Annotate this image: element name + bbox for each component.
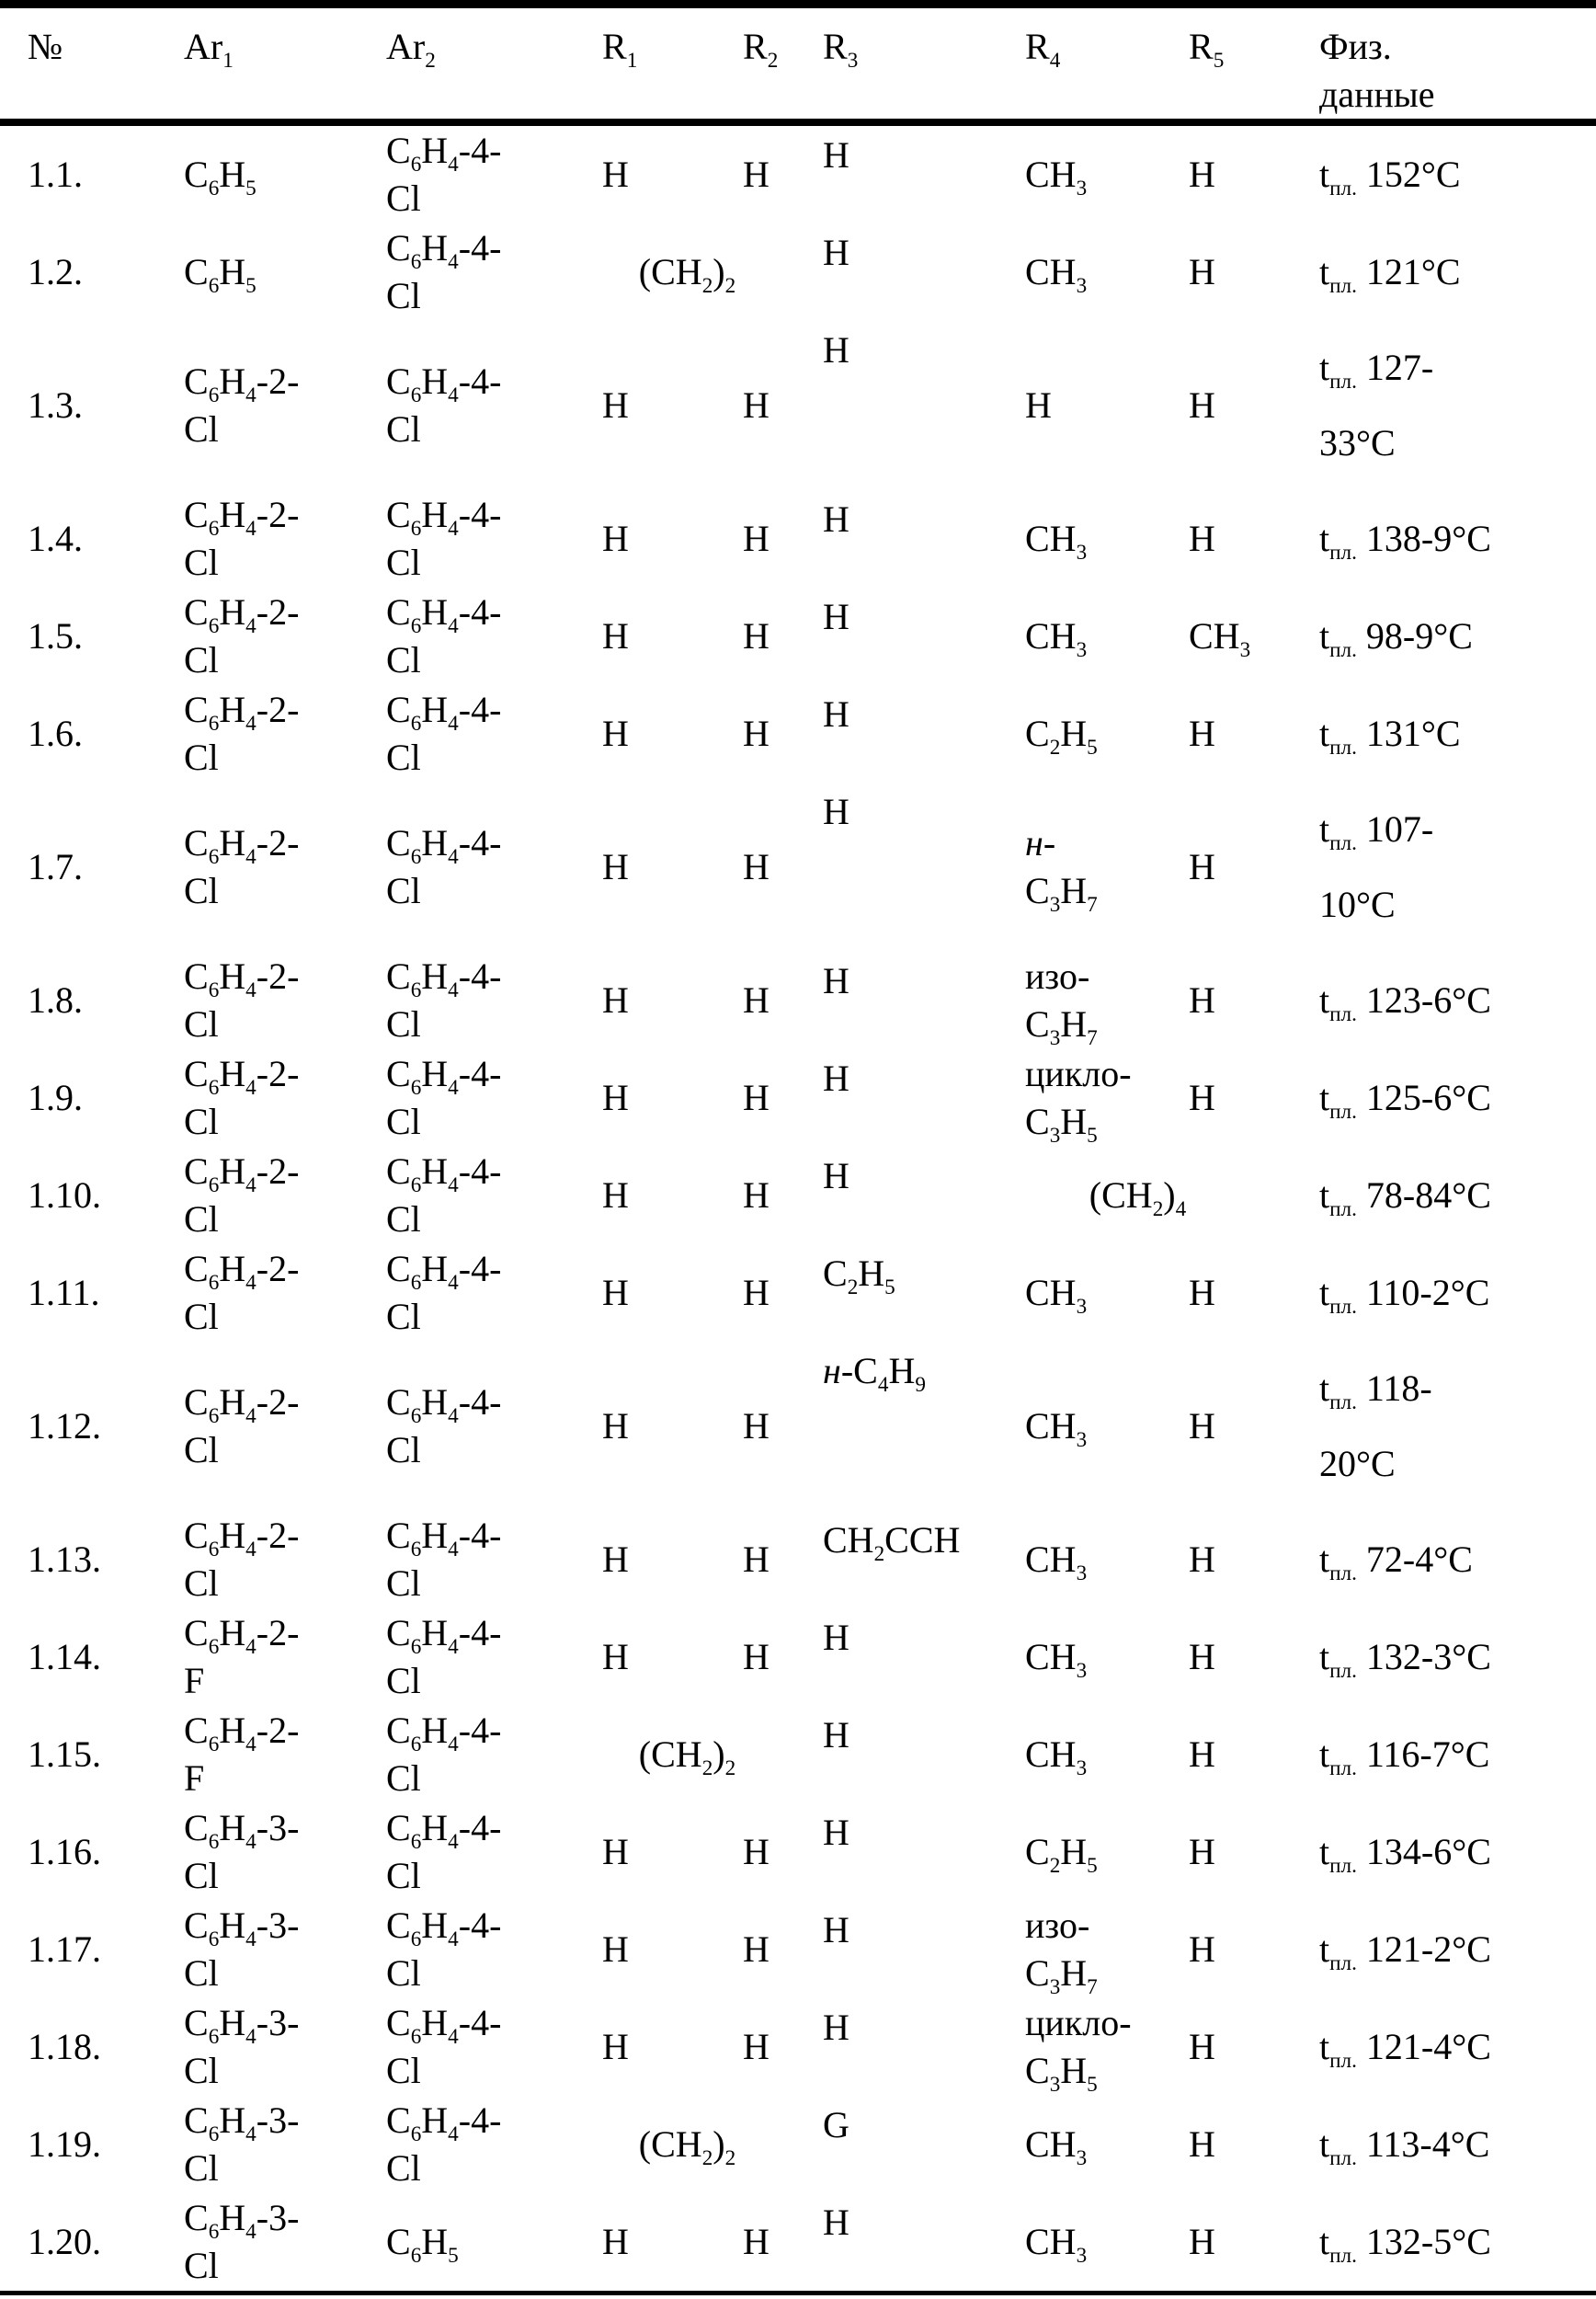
r5-cell: H [1189,251,1215,292]
num-cell: 1.13. [28,1538,101,1580]
phys-cell: $t_{пл.}$ 98-9°C [1319,615,1473,662]
table-header [0,5,1596,123]
r3-cell: H [823,329,849,371]
r1-cell: H [602,615,629,657]
table-row [0,588,1596,685]
r5-cell: H [1189,2026,1215,2067]
ar2-cell: $C_6H_4-4-$ Cl [386,1150,502,1240]
r5-cell: H [1189,1272,1215,1313]
r4-cell: $CH_3$ [1025,518,1088,565]
r4-cell: $CH_3$ [1025,1733,1088,1780]
r4-cell: цикло- $C_3H_5$ [1025,2002,1132,2097]
r2-cell: H [743,1405,770,1447]
r3-cell: H [823,232,849,273]
table-row [0,2193,1596,2293]
r2-cell: H [743,1636,770,1677]
r3-cell: H [823,498,849,540]
ar1-cell: $C_6H_5$ [184,154,256,200]
phys-cell: $t_{пл.}$ 123-6°C [1319,979,1491,1026]
header-r5: $R_5$ [1189,26,1225,73]
r4-cell: цикло- $C_3H_5$ [1025,1053,1132,1148]
r2-cell: H [743,518,770,559]
ar2-cell: $C_6H_4-4-$ Cl [386,822,502,911]
r4-cell: H [1025,384,1052,426]
r5-cell: H [1189,1636,1215,1677]
ar1-cell: $C_6H_4-2-$ F [184,1710,300,1799]
ar1-cell: $C_6H_4-3-$ Cl [184,2099,300,2189]
r1-r2-merged-cell: $(CH_2)_2$ [638,251,736,298]
header-num: № [28,26,63,67]
phys-cell: $t_{пл.}$ 72-4°C [1319,1538,1473,1585]
ar1-cell: $C_6H_4-2-$ Cl [184,955,300,1045]
r3-cell: H [823,134,849,176]
num-cell: 1.4. [28,518,83,559]
r5-cell: H [1189,518,1215,559]
r3-cell: $н-C_4H_9$ [823,1350,926,1397]
phys-cell: $t_{пл.}$ 127- 33°C [1319,347,1434,463]
r2-cell: H [743,1272,770,1313]
phys-cell: $t_{пл.}$ 134-6°C [1319,1831,1491,1878]
table-row [0,952,1596,1049]
r3-cell: H [823,693,849,735]
r4-cell: изо- $C_3H_7$ [1025,1904,1098,1999]
ar1-cell: $C_6H_4-2-$ Cl [184,1515,300,1604]
r3-cell: H [823,1617,849,1658]
ar1-cell: $C_6H_4-3-$ Cl [184,2197,300,2286]
r5-cell: H [1189,1538,1215,1580]
r5-cell: H [1189,713,1215,754]
r1-cell: H [602,1928,629,1970]
r4-cell: $CH_3$ [1025,2221,1088,2268]
r2-cell: H [743,2221,770,2262]
table-row [0,1998,1596,2096]
r2-cell: H [743,713,770,754]
ar2-cell: $C_6H_4-4-$ Cl [386,227,502,316]
table-row [0,122,1596,223]
phys-cell: $t_{пл.}$ 116-7°C [1319,1733,1490,1780]
num-cell: 1.6. [28,713,83,754]
r2-cell: H [743,1831,770,1872]
r2-cell: H [743,1077,770,1118]
ar1-cell: $C_6H_4-2-$ Cl [184,591,300,681]
ar1-cell: $C_6H_4-3-$ Cl [184,1904,300,1994]
ar1-cell: $C_6H_4-2-$ Cl [184,494,300,583]
r1-cell: H [602,384,629,426]
r3-cell: H [823,2007,849,2048]
r1-cell: H [602,518,629,559]
r3-cell: H [823,596,849,637]
ar2-cell: $C_6H_4-4-$ Cl [386,2099,502,2189]
ar1-cell: $C_6H_5$ [184,251,256,298]
header-r2: $R_2$ [743,26,779,73]
r3-cell: $C_2H_5$ [823,1252,895,1299]
header-r1: $R_1$ [602,26,638,73]
r4-cell: $CH_3$ [1025,1636,1088,1683]
r5-cell: H [1189,846,1215,887]
ar2-cell: $C_6H_4-4-$ Cl [386,689,502,778]
r5-cell: H [1189,1733,1215,1775]
num-cell: 1.7. [28,846,83,887]
r1-cell: H [602,713,629,754]
num-cell: 1.12. [28,1405,101,1447]
num-cell: 1.20. [28,2221,101,2262]
ar2-cell: $C_6H_4-4-$ Cl [386,494,502,583]
r3-cell: H [823,2202,849,2243]
num-cell: 1.1. [28,154,83,195]
r2-cell: H [743,1928,770,1970]
r5-cell: H [1189,2123,1215,2165]
r3-cell: H [823,1909,849,1950]
num-cell: 1.3. [28,384,83,426]
ar1-cell: $C_6H_4-2-$ Cl [184,1381,300,1470]
phys-cell: $t_{пл.}$ 121-2°C [1319,1928,1491,1975]
phys-cell: $t_{пл.}$ 131°C [1319,713,1461,760]
r3-cell: H [823,791,849,832]
table-row [0,1147,1596,1244]
num-cell: 1.2. [28,251,83,292]
r3-cell: G [823,2104,849,2145]
ar1-cell: $C_6H_4-2-$ Cl [184,822,300,911]
r2-cell: H [743,846,770,887]
r3-cell: H [823,960,849,1001]
r5-cell: H [1189,2221,1215,2262]
r1-r2-merged-cell: $(CH_2)_2$ [638,2123,736,2170]
r2-cell: H [743,1538,770,1580]
table-row [0,490,1596,588]
phys-cell: $t_{пл.}$ 78-84°C [1319,1174,1491,1221]
r4-cell: $CH_3$ [1025,1405,1088,1452]
r3-cell: $CH_2CCH$ [823,1519,961,1566]
r4-r5-merged-cell: $(CH_2)_4$ [1089,1174,1187,1221]
r3-cell: H [823,1714,849,1756]
r5-cell: $CH_3$ [1189,615,1251,662]
ar1-cell: $C_6H_4-3-$ Cl [184,1807,300,1896]
table-body [0,122,1596,2293]
ar2-cell: $C_6H_4-4-$ Cl [386,591,502,681]
table-row [0,685,1596,783]
num-cell: 1.16. [28,1831,101,1872]
table-row [0,1803,1596,1901]
ar2-cell: $C_6H_4-4-$ Cl [386,1612,502,1701]
r4-cell: $CH_3$ [1025,2123,1088,2170]
r1-cell: H [602,1405,629,1447]
r1-cell: H [602,2026,629,2067]
num-cell: 1.18. [28,2026,101,2067]
phys-cell: $t_{пл.}$ 152°C [1319,154,1461,200]
header-phys: Физ. данные [1319,26,1435,115]
r1-r2-merged-cell: $(CH_2)_2$ [638,1733,736,1780]
r4-cell: $CH_3$ [1025,154,1088,200]
r1-cell: H [602,1174,629,1216]
r2-cell: H [743,2026,770,2067]
header-row [0,5,1596,123]
r1-cell: H [602,1538,629,1580]
r1-cell: H [602,1077,629,1118]
r5-cell: H [1189,1405,1215,1447]
ar2-cell: $C_6H_4-4-$ Cl [386,1904,502,1994]
ar2-cell: $C_6H_4-4-$ Cl [386,1807,502,1896]
table-row [0,1244,1596,1342]
ar2-cell: $C_6H_4-4-$ Cl [386,360,502,450]
ar2-cell: $C_6H_4-4-$ Cl [386,1053,502,1142]
r3-cell: H [823,1155,849,1196]
num-cell: 1.9. [28,1077,83,1118]
num-cell: 1.8. [28,979,83,1021]
table-row [0,321,1596,490]
r2-cell: H [743,154,770,195]
ar2-cell: $C_6H_4-4-$ Cl [386,1248,502,1337]
phys-cell: $t_{пл.}$ 118- 20°C [1319,1367,1432,1484]
r4-cell: $CH_3$ [1025,251,1088,298]
num-cell: 1.15. [28,1733,101,1775]
ar2-cell: $C_6H_4-4-$ Cl [386,2002,502,2091]
ar1-cell: $C_6H_4-2-$ F [184,1612,300,1701]
r1-cell: H [602,846,629,887]
table-row [0,783,1596,952]
r4-cell: изо- $C_3H_7$ [1025,955,1098,1050]
r5-cell: H [1189,979,1215,1021]
num-cell: 1.11. [28,1272,100,1313]
header-r4: $R_4$ [1025,26,1061,73]
r1-cell: H [602,1636,629,1677]
ar2-cell: $C_6H_4-4-$ Cl [386,1515,502,1604]
phys-cell: $t_{пл.}$ 138-9°C [1319,518,1491,565]
phys-cell: $t_{пл.}$ 121°C [1319,251,1461,298]
table-row [0,1049,1596,1147]
num-cell: 1.14. [28,1636,101,1677]
num-cell: 1.10. [28,1174,101,1216]
r5-cell: H [1189,154,1215,195]
r2-cell: H [743,1174,770,1216]
phys-cell: $t_{пл.}$ 113-4°C [1319,2123,1490,2170]
phys-cell: $t_{пл.}$ 121-4°C [1319,2026,1491,2073]
table-row [0,1608,1596,1706]
ar1-cell: $C_6H_4-2-$ Cl [184,1150,300,1240]
ar1-cell: $C_6H_4-3-$ Cl [184,2002,300,2091]
r1-cell: H [602,979,629,1021]
num-cell: 1.17. [28,1928,101,1970]
table-row [0,223,1596,321]
ar1-cell: $C_6H_4-2-$ Cl [184,360,300,450]
ar1-cell: $C_6H_4-2-$ Cl [184,1053,300,1142]
num-cell: 1.19. [28,2123,101,2165]
ar2-cell: $C_6H_4-4-$ Cl [386,1710,502,1799]
r4-cell: $CH_3$ [1025,1538,1088,1585]
header-ar2: $Ar_2$ [386,26,436,73]
r5-cell: H [1189,384,1215,426]
r5-cell: H [1189,1831,1215,1872]
r3-cell: H [823,1812,849,1853]
ar1-cell: $C_6H_4-2-$ Cl [184,689,300,778]
r4-cell: $CH_3$ [1025,615,1088,662]
phys-cell: $t_{пл.}$ 125-6°C [1319,1077,1491,1124]
phys-cell: $t_{пл.}$ 107- 10°C [1319,808,1434,925]
r1-cell: H [602,1831,629,1872]
num-cell: 1.5. [28,615,83,657]
r4-cell: $C_2H_5$ [1025,713,1098,760]
r1-cell: H [602,154,629,195]
r4-cell: $C_2H_5$ [1025,1831,1098,1878]
r3-cell: H [823,1058,849,1099]
ar1-cell: $C_6H_4-2-$ Cl [184,1248,300,1337]
r2-cell: H [743,384,770,426]
table-row [0,1706,1596,1803]
table-row [0,1901,1596,1998]
phys-cell: $t_{пл.}$ 132-3°C [1319,1636,1491,1683]
header-r3: $R_3$ [823,26,859,73]
r4-cell: $CH_3$ [1025,1272,1088,1319]
r4-cell: н- $C_3H_7$ [1025,822,1098,917]
phys-cell: $t_{пл.}$ 110-2°C [1319,1272,1490,1319]
phys-cell: $t_{пл.}$ 132-5°C [1319,2221,1491,2268]
r5-cell: H [1189,1077,1215,1118]
ar2-cell: $C_6H_4-4-$ Cl [386,1381,502,1470]
r1-cell: H [602,2221,629,2262]
ar2-cell: $C_6H_5$ [386,2221,459,2268]
table-row [0,2096,1596,2193]
ar2-cell: $C_6H_4-4-$ Cl [386,130,502,219]
r2-cell: H [743,615,770,657]
header-ar1: $Ar_1$ [184,26,234,73]
r2-cell: H [743,979,770,1021]
table-row [0,1511,1596,1608]
ar2-cell: $C_6H_4-4-$ Cl [386,955,502,1045]
table-row [0,1342,1596,1511]
r5-cell: H [1189,1928,1215,1970]
r1-cell: H [602,1272,629,1313]
